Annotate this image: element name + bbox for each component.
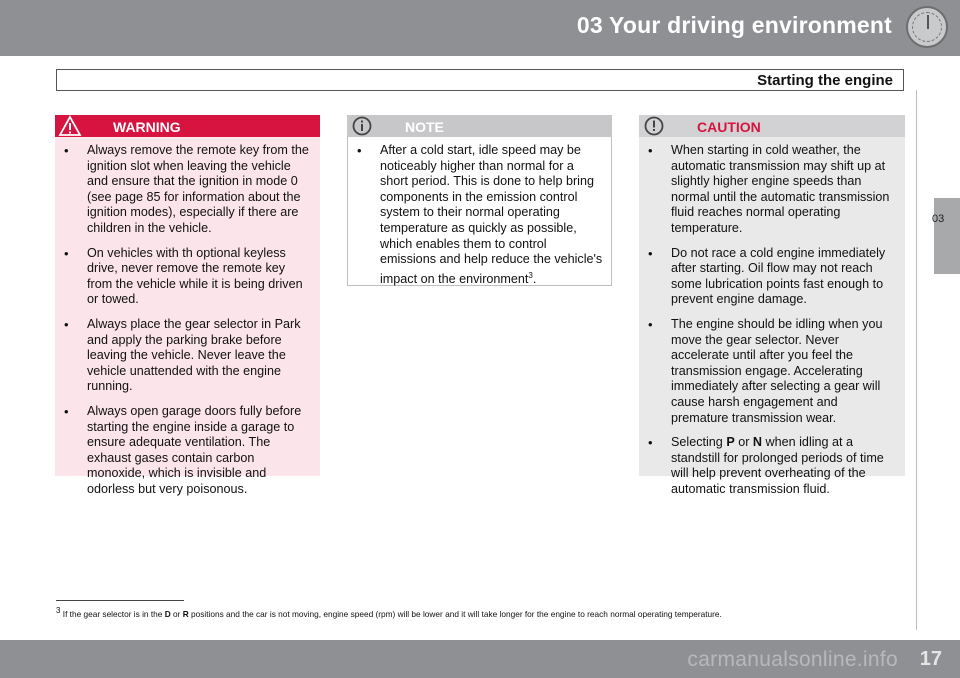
caution-label: CAUTION — [697, 119, 761, 135]
list-item: • When starting in cold weather, the automatic transmission may shift up at slightly higher engine speeds than normal until the automatic transmission fluid reaches normal operating temperature. — [671, 143, 897, 237]
caution-exclamation-icon — [642, 115, 666, 137]
gear-n: N — [752, 435, 763, 450]
chapter-title: 03 Your driving environment — [576, 12, 892, 38]
list-item — [671, 435, 897, 497]
warning-label: WARNING — [113, 119, 181, 135]
footnote-ref: 3 — [528, 270, 533, 280]
header-bar — [0, 0, 960, 56]
footer-bar — [0, 640, 960, 678]
gear-r: R — [182, 608, 189, 619]
list-item: • Always remove the remote key from the ignition slot when leaving the vehicle and ensure that the ignition in mode 0 (see page 85 for information about the ignition modes), especially if there are children in the vehicle. — [87, 143, 312, 237]
page-number: 17 — [919, 648, 942, 670]
footnote-rule — [56, 600, 184, 601]
watermark: carmanualsonline.info — [687, 648, 898, 671]
item-text: when idling at a standstill for prolonged periods of time will help prevent overheating of the automatic transmission fluid. — [671, 435, 884, 496]
footnote-number: 3 — [56, 606, 61, 615]
speedometer-icon — [906, 6, 948, 48]
list-item: • On vehicles with th optional keyless drive, never remove the remote key from the vehicle while it is being driven or towed. — [87, 246, 312, 308]
list-item: • The engine should be idling when you move the gear selector. Never accelerate until after you feel the transmission engage. Accelerating immediately after selecting a gear will cause harsh engagement and premature transmission wear. — [671, 317, 897, 426]
list-item: • Always place the gear selector in Park and apply the parking brake before leaving the vehicle. Never leave the vehicle unattended with the engine running. — [87, 317, 312, 395]
section-bar — [56, 69, 904, 91]
warning-box — [55, 115, 320, 496]
list-item — [380, 143, 603, 288]
list-item: • Always open garage doors fully before starting the engine inside a garage to ensure adequate ventilation. The exhaust gases contain carbon monoxide, which is invisible and odorless but very poisonous. — [87, 404, 312, 498]
item-text: Selecting — [671, 435, 727, 450]
side-rule — [916, 90, 917, 630]
caution-header — [639, 115, 905, 137]
warning-header — [55, 115, 320, 137]
section-title: Starting the engine — [757, 72, 893, 89]
note-text: After a cold start, idle speed may be noticeably higher than normal for a short period. This is done to help bring components in the emission control system to their normal operating temperature as quickly as possible, which enables them to control emissions and help reduce the vehicle's impact on the environment — [380, 143, 603, 286]
chapter-side-tab — [934, 198, 960, 274]
chapter-side-tab-label: 03 — [932, 213, 945, 225]
footnote-text: positions and the car is not moving, engine speed (rpm) will be lower and it will take longer for the engine to reach normal operating temperature. — [188, 608, 722, 619]
footnote-text: If the gear selector is in the — [60, 608, 165, 619]
warning-list — [55, 137, 320, 497]
warning-triangle-icon — [58, 115, 82, 137]
item-text: or — [734, 435, 753, 450]
caution-box — [639, 115, 905, 496]
list-item: • Do not race a cold engine immediately after starting. Oil flow may not reach some lubrication points fast enough to prevent engine damage. — [671, 246, 897, 308]
gear-p: P — [726, 435, 735, 450]
note-box — [347, 115, 612, 286]
note-header — [347, 115, 612, 137]
gear-d: D — [164, 608, 171, 619]
note-label: NOTE — [405, 119, 444, 135]
note-list — [348, 137, 611, 288]
note-tail: . — [532, 271, 537, 286]
info-icon — [350, 115, 374, 137]
footnote — [56, 606, 722, 619]
footnote-text: or — [170, 608, 183, 619]
caution-list — [639, 137, 905, 497]
